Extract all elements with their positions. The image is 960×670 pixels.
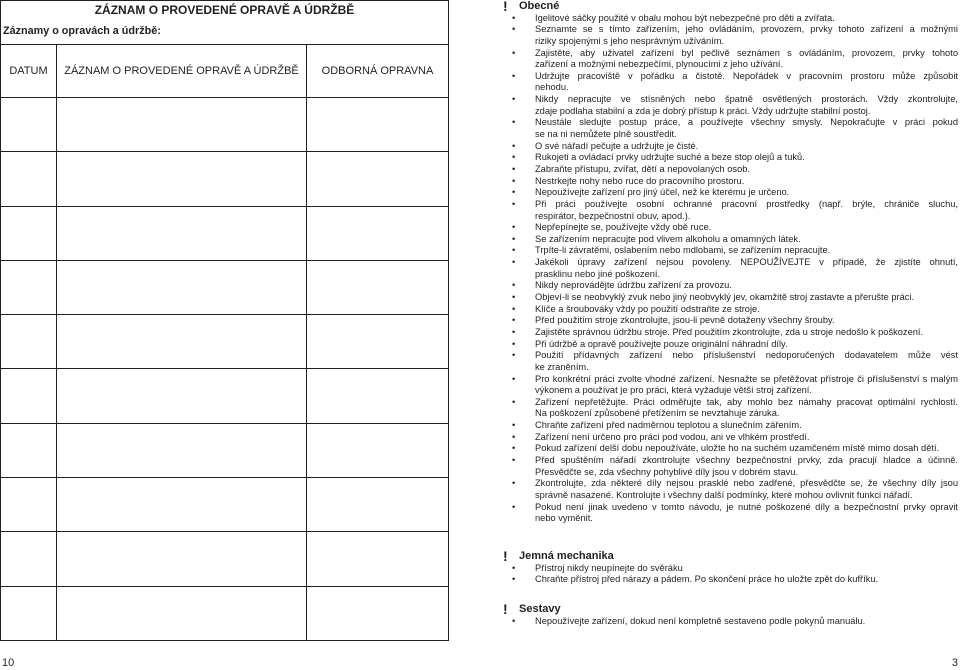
bullet-icon: • (512, 175, 516, 186)
list-item-line: Při práci používejte osobní ochranné pracovní prostředky (např. brýle, chrániče sluchu, (535, 198, 958, 209)
table-row (1, 477, 448, 531)
repair-log-table (0, 0, 449, 641)
list-item (503, 152, 958, 164)
list-item-line: nebo vyměnit. (535, 513, 593, 524)
exclamation-mark-icon: ! (503, 0, 508, 14)
column-header-workshop: ODBORNÁ OPRAVNA (306, 45, 448, 97)
list-item-line: se na ni nemůžete plně soustředit. (535, 129, 677, 140)
table-header-row (1, 44, 448, 97)
section-general (503, 1, 958, 525)
table-cell-date (1, 478, 56, 531)
bullet-icon: • (512, 94, 516, 105)
list-item-line: Pokud zařízení delší dobu nepoužíváte, uložte ho na suchém uzamčeném místě mimo dosah dětí. (535, 443, 940, 454)
table-cell-date (1, 98, 56, 151)
bullet-icon: • (512, 338, 516, 349)
table-cell-record (56, 587, 306, 640)
bullet-icon: • (512, 292, 516, 303)
list-item-line: Zajistěte správnou údržbu stroje. Před použitím zkontrolujte, zda u stroje nedošlo k poškození. (535, 326, 924, 337)
list-item-line: riziky spojenými s jeho nesprávným užíváním. (535, 35, 725, 46)
list-item-line: Pokud není jinak uvedeno v tomto návodu, je nutné poškozené díly a bezpečnostní prvky opravit (535, 501, 958, 512)
list-item (503, 94, 958, 117)
list-item (503, 24, 958, 47)
bullet-icon: • (512, 615, 516, 626)
list-item-line: Použití přídavných zařízení nebo příslušenství nedoporučených dodavatelem může vést (535, 350, 958, 361)
section-precision-mechanics (503, 548, 958, 586)
bullet-icon: • (512, 562, 516, 573)
list-item (503, 71, 958, 94)
table-cell-workshop (306, 424, 448, 477)
list-item (503, 443, 958, 455)
bullet-icon: • (512, 326, 516, 337)
bullet-icon: • (512, 222, 516, 233)
list-item (503, 478, 958, 501)
list-item (503, 222, 958, 234)
section-title: Obecné (519, 0, 560, 12)
list-item-line: Při údržbě a opravě používejte pouze originální náhradní díly. (535, 338, 788, 349)
list-item-line: Nepoužívejte zařízení, dokud není kompletně sestaveno podle pokynů manuálu. (535, 615, 866, 626)
bullet-icon: • (512, 24, 516, 35)
list-item (503, 176, 958, 188)
bullet-list (503, 13, 958, 525)
list-item-line: Chraňte zařízení před nadměrnou teplotou a slunečním zářením. (535, 420, 802, 431)
list-item-line: zdaje podlaha stabilní a zda je dobrý přístup k práci. Vždy udržujte stabilní postoj. (535, 105, 871, 116)
list-item-line: Zajistěte, aby uživatel zařízení byl pečlivě seznámen s ovládáním, provozem, prvky tohoto (535, 47, 958, 58)
bullet-icon: • (512, 12, 516, 23)
bullet-icon: • (512, 245, 516, 256)
bullet-icon: • (512, 280, 516, 291)
list-item-line: Seznamte se s tímto zařízením, jeho ovládáním, provozem, prvky tohoto zařízení a možnými (535, 24, 958, 35)
section-heading (503, 1, 958, 13)
bullet-icon: • (512, 152, 516, 163)
list-item (503, 13, 958, 25)
list-item-line: výkonem a používat je pro práci, která vyžaduje větší stroj zařízení. (535, 385, 812, 396)
list-item (503, 257, 958, 280)
list-item-line: zařízení a možnými nebezpečími, plynoucími z jeho užívání. (535, 59, 784, 70)
list-item-line: Chraňte přístroj před nárazy a pádem. Po skončení práce ho uložte zpět do kufříku. (535, 574, 879, 585)
list-item (503, 292, 958, 304)
list-item-line: Objeví-li se neobvyklý zvuk nebo jiný neobvyklý jev, okamžitě stroj zastavte a přerušte práci. (535, 292, 915, 303)
table-cell-record (56, 207, 306, 260)
bullet-icon: • (512, 373, 516, 384)
table-cell-record (56, 478, 306, 531)
bullet-icon: • (512, 396, 516, 407)
list-item (503, 432, 958, 444)
section-assemblies (503, 601, 958, 627)
bullet-icon: • (512, 187, 516, 198)
bullet-icon: • (512, 431, 516, 442)
list-item (503, 327, 958, 339)
list-item-line: Před spuštěním nářadí zkontrolujte všechny bezpečnostní prvky, zda pracují hladce a účinně. (535, 454, 958, 465)
list-item (503, 280, 958, 292)
table-cell-date (1, 152, 56, 205)
table-row (1, 423, 448, 477)
list-item (503, 563, 958, 575)
section-heading (503, 601, 958, 617)
list-item (503, 234, 958, 246)
list-item-line: respirátor, bezpečnostní obuv, apod.). (535, 210, 691, 221)
list-item (503, 455, 958, 478)
table-cell-date (1, 207, 56, 260)
list-item (503, 117, 958, 140)
page-number-left: 10 (2, 657, 15, 669)
table-row (1, 97, 448, 151)
list-item-line: správně nasazené. Kontrolujte i všechny další podmínky, které mohou ovlivnit funkci nářadí. (535, 489, 913, 500)
list-item-line: Nestrkejte nohy nebo ruce do pracovního prostoru. (535, 175, 745, 186)
table-body (1, 97, 448, 640)
bullet-icon: • (512, 233, 516, 244)
section-title: Jemná mechanika (519, 550, 614, 562)
list-item-line: Nepoužívejte zařízení pro jiný účel, než ke kterému je určeno. (535, 187, 790, 198)
table-cell-record (56, 315, 306, 368)
list-item (503, 420, 958, 432)
list-item (503, 304, 958, 316)
table-cell-record (56, 424, 306, 477)
table-cell-date (1, 261, 56, 314)
list-item (503, 187, 958, 199)
table-cell-record (56, 261, 306, 314)
list-item-line: Udržujte pracoviště v pořádku a čistotě. Nepořádek v pracovním prostoru může způsobit (535, 70, 958, 81)
table-cell-workshop (306, 207, 448, 260)
list-item-line: prasklinu nebo jiné poškození. (535, 268, 661, 279)
list-item-line: nehodu. (535, 82, 569, 93)
list-item (503, 350, 958, 373)
bullet-icon: • (512, 303, 516, 314)
bullet-icon: • (512, 501, 516, 512)
bullet-icon: • (512, 454, 516, 465)
table-cell-date (1, 424, 56, 477)
table-cell-date (1, 587, 56, 640)
table-cell-record (56, 98, 306, 151)
table-cell-workshop (306, 261, 448, 314)
list-item (503, 397, 958, 420)
table-title-block (1, 1, 448, 44)
list-item-line: Nikdy nepracujte ve stísněných nebo špatně osvětlených prostorách. Vždy zkontrolujte, (535, 94, 958, 105)
list-item-line: Zařízení nepřetěžujte. Práci odměřujte tak, aby mohlo bez námahy pracovat optimální rychlostí. (535, 396, 958, 407)
list-item-line: Rukojeti a ovládací prvky udržujte suché a beze stop olejů a tuků. (535, 152, 805, 163)
list-item (503, 574, 958, 586)
bullet-icon: • (512, 257, 516, 268)
list-item-line: Zabraňte přístupu, zvířat, dětí a nepovolaných osob. (535, 163, 750, 174)
list-item (503, 48, 958, 71)
table-cell-workshop (306, 532, 448, 585)
table-row (1, 586, 448, 640)
bullet-icon: • (512, 163, 516, 174)
table-cell-workshop (306, 98, 448, 151)
bullet-icon: • (512, 47, 516, 58)
list-item-line: Přesvědčte se, zda všechny pohyblivé díly jsou v dobrém stavu. (535, 466, 799, 477)
table-subtitle: Záznamy o opravách a údržbě: (3, 25, 161, 37)
list-item-line: Nikdy neprovádějte údržbu zařízení za provozu. (535, 280, 732, 291)
bullet-icon: • (512, 443, 516, 454)
table-cell-workshop (306, 152, 448, 205)
bullet-icon: • (512, 420, 516, 431)
column-header-date: DATUM (9, 65, 48, 77)
list-item (503, 245, 958, 257)
table-cell-workshop (306, 369, 448, 422)
table-cell-date (1, 369, 56, 422)
table-cell-workshop (306, 315, 448, 368)
table-cell-date (1, 532, 56, 585)
list-item (503, 339, 958, 351)
bullet-icon: • (512, 70, 516, 81)
table-row (1, 368, 448, 422)
list-item-line: Zkontrolujte, zda některé díly nejsou prasklé nebo zadřené, přesvědčte se, že všechny díly jsou (535, 478, 958, 489)
exclamation-mark-icon: ! (503, 601, 508, 617)
bullet-list (503, 563, 958, 586)
table-row (1, 531, 448, 585)
page-number-right: 3 (951, 657, 958, 669)
list-item-line: Přístroj nikdy neupínejte do svěráku (535, 562, 683, 573)
bullet-icon: • (512, 140, 516, 151)
table-row (1, 151, 448, 205)
column-header-record: ZÁZNAM O PROVEDENÉ OPRAVĚ A ÚDRŽBĚ (56, 45, 306, 97)
list-item (503, 164, 958, 176)
table-title: ZÁZNAM O PROVEDENÉ OPRAVĚ A ÚDRŽBĚ (94, 3, 355, 17)
list-item-line: Nepřepínejte se, používejte vždy obě ruce. (535, 222, 712, 233)
list-item-line: Klíče a šroubováky vždy po použití odstraňte ze stroje. (535, 303, 760, 314)
list-item-line: Trpíte-li závratěmi, oslabením nebo mdlobami, se zařízením nepracujte. (535, 245, 831, 256)
list-item (503, 315, 958, 327)
section-title: Sestavy (519, 603, 561, 615)
list-item-line: Před použitím stroje zkontrolujte, jsou-li pevně dotaženy všechny šrouby. (535, 315, 835, 326)
table-cell-workshop (306, 478, 448, 531)
list-item-line: Jakékoli úpravy zařízení nejsou povoleny. NEPOUŽÍVEJTE v případě, že zjistíte ohnutí, (535, 257, 958, 268)
table-cell-workshop (306, 587, 448, 640)
list-item-line: Se zařízením nepracujte pod vlivem alkoholu a omamných látek. (535, 233, 801, 244)
bullet-icon: • (512, 198, 516, 209)
list-item (503, 616, 958, 628)
bullet-icon: • (512, 117, 516, 128)
section-heading (503, 548, 958, 564)
bullet-icon: • (512, 478, 516, 489)
list-item-line: O své nářadí pečujte a udržujte je čisté. (535, 140, 699, 151)
bullet-icon: • (512, 315, 516, 326)
list-item-line: ke zraněním. (535, 361, 589, 372)
table-cell-record (56, 152, 306, 205)
list-item (503, 199, 958, 222)
list-item (503, 502, 958, 525)
list-item-line: Neustále sledujte postup práce, a používejte všechny smysly. Nepokračujte v práci pokud (535, 117, 958, 128)
list-item-line: Pro konkrétní práci zvolte vhodné zařízení. Nesnažte se přetěžovat přístroje či příslušenství s malým (535, 373, 958, 384)
list-item (503, 374, 958, 397)
exclamation-mark-icon: ! (503, 548, 508, 564)
list-item-line: Zařízení není určeno pro práci pod vodou, ani ve vlhkém prostředí. (535, 431, 810, 442)
bullet-icon: • (512, 574, 516, 585)
bullet-icon: • (512, 350, 516, 361)
list-item-line: Igelitové sáčky použité v obalu mohou být nebezpečné pro děti a zvířata. (535, 12, 835, 23)
bullet-list (503, 616, 958, 628)
table-row (1, 260, 448, 314)
table-cell-record (56, 369, 306, 422)
table-cell-record (56, 532, 306, 585)
table-cell-date (1, 315, 56, 368)
list-item (503, 141, 958, 153)
list-item-line: Na poškození způsobené přetížením se nevztahuje záruka. (535, 408, 780, 419)
table-row (1, 314, 448, 368)
table-row (1, 206, 448, 260)
